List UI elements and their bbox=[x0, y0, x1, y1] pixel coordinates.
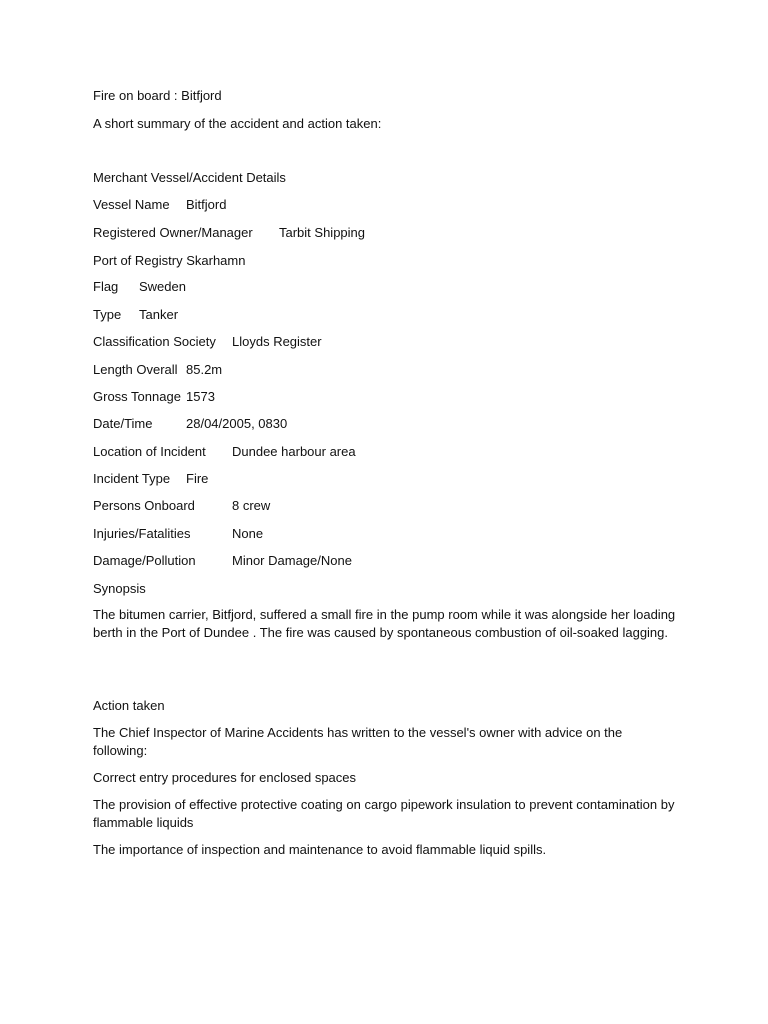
action-item: The importance of inspection and maintenance to avoid flammable liquid spills. bbox=[93, 842, 547, 857]
detail-row-location-of-incident bbox=[93, 443, 356, 460]
detail-row-port-of-registry bbox=[93, 252, 245, 269]
detail-value: Tarbit Shipping bbox=[279, 225, 365, 240]
detail-value: Bitfjord bbox=[186, 197, 227, 212]
synopsis-text: The bitumen carrier, Bitfjord, suffered a small fire in the pump room while it was alongside her loading berth in the Port of Dundee . The fire was caused by spontaneous combustion of oil-soaked lagging. bbox=[93, 607, 676, 640]
detail-row-persons-onboard bbox=[93, 497, 271, 514]
detail-label: Persons Onboard bbox=[93, 498, 195, 513]
detail-value: Minor Damage/None bbox=[232, 553, 352, 568]
detail-row-incident-type bbox=[93, 470, 209, 487]
detail-value: Sweden bbox=[139, 279, 186, 294]
synopsis-heading: Synopsis bbox=[93, 581, 146, 596]
action-intro: The Chief Inspector of Marine Accidents has written to the vessel's owner with advice on the following: bbox=[93, 725, 623, 758]
detail-label: Flag bbox=[93, 279, 119, 294]
detail-value: Dundee harbour area bbox=[232, 444, 356, 459]
detail-label: Type bbox=[93, 307, 122, 322]
action-heading: Action taken bbox=[93, 698, 165, 713]
detail-value: Skarhamn bbox=[186, 253, 246, 268]
detail-row-registered-owner bbox=[93, 224, 365, 241]
detail-label: Classification Society bbox=[93, 334, 216, 349]
action-item: Correct entry procedures for enclosed spaces bbox=[93, 770, 357, 785]
detail-label: Date/Time bbox=[93, 416, 153, 431]
detail-label: Port of Registry bbox=[93, 253, 183, 268]
detail-row-type bbox=[93, 306, 179, 323]
detail-value: Fire bbox=[186, 471, 209, 486]
detail-label: Registered Owner/Manager bbox=[93, 225, 253, 240]
summary-intro: A short summary of the accident and action taken: bbox=[93, 116, 382, 131]
detail-value: None bbox=[232, 526, 264, 541]
details-heading: Merchant Vessel/Accident Details bbox=[93, 170, 286, 185]
detail-label: Vessel Name bbox=[93, 197, 170, 212]
detail-row-injuries-fatalities bbox=[93, 525, 264, 542]
detail-row-damage-pollution bbox=[93, 552, 352, 569]
detail-row-classification-society bbox=[93, 333, 322, 350]
detail-value: 1573 bbox=[186, 389, 215, 404]
detail-value: Lloyds Register bbox=[232, 334, 322, 349]
detail-row-date-time bbox=[93, 415, 288, 432]
detail-row-length-overall bbox=[93, 361, 223, 378]
detail-row-vessel-name bbox=[93, 196, 227, 213]
detail-value: Tanker bbox=[139, 307, 179, 322]
action-item: The provision of effective protective coating on cargo pipework insulation to prevent contamination by flammable liquids bbox=[93, 797, 675, 830]
detail-label: Location of Incident bbox=[93, 444, 206, 459]
detail-value: 28/04/2005, 0830 bbox=[186, 416, 288, 431]
detail-value: 8 crew bbox=[232, 498, 271, 513]
detail-label: Injuries/Fatalities bbox=[93, 526, 191, 541]
detail-label: Gross Tonnage bbox=[93, 389, 181, 404]
detail-label: Length Overall bbox=[93, 362, 178, 377]
detail-row-gross-tonnage bbox=[93, 388, 215, 405]
detail-value: 85.2m bbox=[186, 362, 223, 377]
detail-row-flag bbox=[93, 278, 186, 295]
document-title: Fire on board : Bitfjord bbox=[93, 88, 222, 103]
detail-label: Damage/Pollution bbox=[93, 553, 196, 568]
detail-label: Incident Type bbox=[93, 471, 171, 486]
